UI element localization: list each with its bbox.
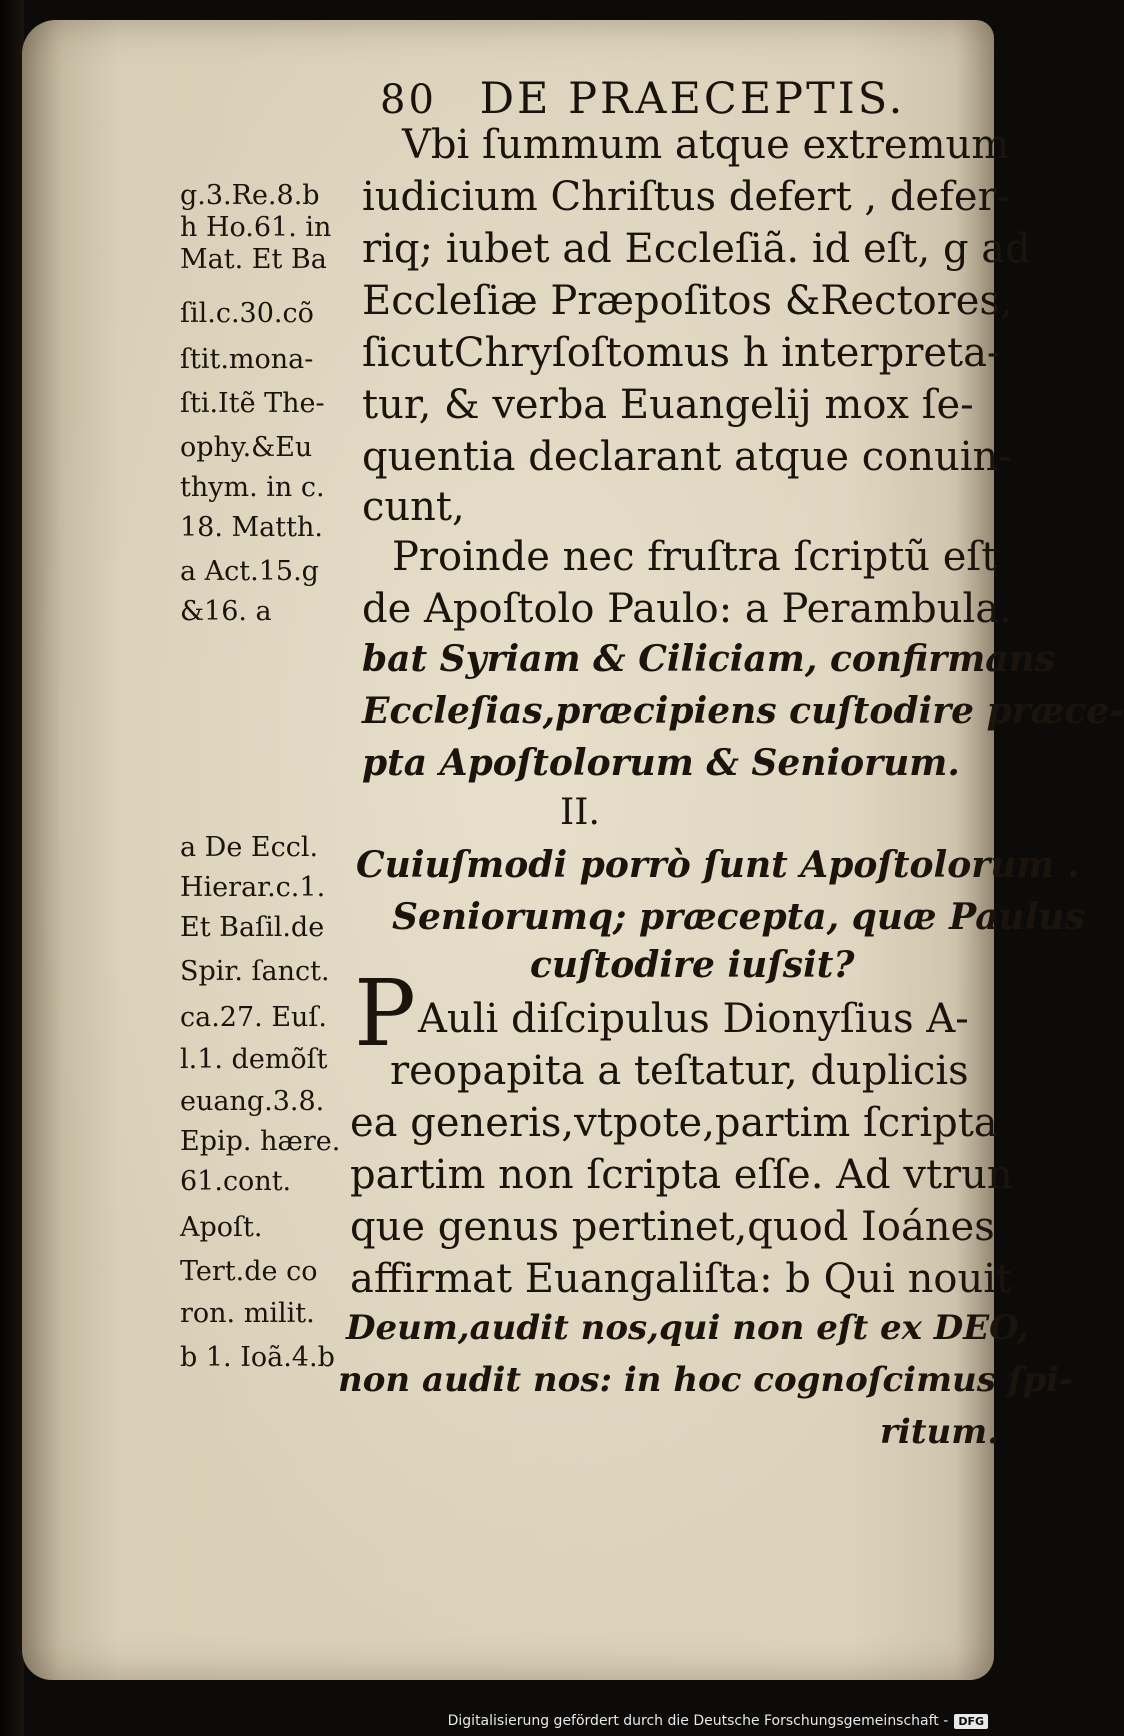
margin-note: b 1. Ioã.4.b xyxy=(180,1342,335,1373)
book-gutter xyxy=(0,0,24,1736)
question-line: Seniorumq; præcepta, quæ Paulus xyxy=(392,896,1085,938)
running-title: DE PRAECEPTIS. xyxy=(479,74,906,124)
body-line: Vbi ſummum atque extremum xyxy=(402,122,1010,168)
answer-line: ritum. xyxy=(880,1412,1000,1452)
margin-note: ophy.&Eu xyxy=(180,432,313,463)
margin-note: thym. in c. xyxy=(180,472,325,503)
body-line: ſicutChryſoſtomus h interpreta- xyxy=(362,330,1001,376)
margin-note: Epip. hære. xyxy=(180,1126,341,1157)
dfg-logo: DFG xyxy=(954,1714,988,1729)
answer-line: Auli diſcipulus Dionyſius A- xyxy=(418,996,969,1042)
answer-line: partim non ſcripta eſſe. Ad vtrun xyxy=(350,1152,1013,1198)
body-line: Eccleſiæ Præpoſitos &Rectores, xyxy=(362,278,1013,324)
margin-note: ſil.c.30.cõ xyxy=(180,298,314,329)
body-line: de Apoſtolo Paulo: a Perambula. xyxy=(362,586,1012,632)
answer-line: affirmat Euangaliſta: b Qui nouit xyxy=(350,1256,1013,1302)
margin-note: ſtit.mona- xyxy=(180,344,314,375)
answer-line: ea generis,vtpote,partim ſcripta xyxy=(350,1100,998,1146)
margin-note: Mat. Et Ba xyxy=(180,244,327,275)
answer-line: reopapita a teſtatur, duplicis xyxy=(390,1048,969,1094)
margin-note: Apoſt. xyxy=(180,1212,263,1243)
margin-note: a De Eccl. xyxy=(180,832,319,863)
question-line: Cuiuſmodi porrò ſunt Apoſtolorum . xyxy=(356,844,1080,886)
body-line: Proinde nec fruſtra ſcriptũ eſt xyxy=(392,534,998,580)
margin-note: ron. milit. xyxy=(180,1298,315,1329)
margin-note: Tert.de co xyxy=(180,1256,318,1287)
digitization-credit xyxy=(448,1710,988,1732)
body-line: tur, & verba Euangelij mox ſe- xyxy=(362,382,974,428)
margin-note: ca.27. Euſ. xyxy=(180,1002,327,1033)
body-line: cunt, xyxy=(362,484,465,530)
margin-note: g.3.Re.8.b xyxy=(180,180,320,211)
page-number: 80 xyxy=(380,77,437,123)
margin-note: &16. a xyxy=(180,596,272,627)
answer-line: que genus pertinet,quod Ioánes xyxy=(350,1204,995,1250)
answer-line: Deum,audit nos,qui non eſt ex DEO, xyxy=(346,1308,1029,1348)
margin-note: Spir. ſanct. xyxy=(180,956,330,987)
body-line: riq; iubet ad Eccleſiã. id eſt, g ad xyxy=(362,226,1031,272)
drop-cap: P xyxy=(354,960,416,1067)
margin-note: 18. Matth. xyxy=(180,512,323,543)
margin-note: Et Baſil.de xyxy=(180,912,325,943)
answer-line: non audit nos: in hoc cognoſcimus ſpi- xyxy=(338,1360,1074,1400)
body-line: pta Apoſtolorum & Seniorum. xyxy=(362,742,960,784)
margin-note: euang.3.8. xyxy=(180,1086,325,1117)
question-line: cuſtodire iuſsit? xyxy=(530,944,855,986)
margin-note: Hierar.c.1. xyxy=(180,872,326,903)
running-head xyxy=(380,74,905,124)
margin-note: 61.cont. xyxy=(180,1166,292,1197)
margin-note: ſti.Itẽ The- xyxy=(180,388,325,419)
credit-text: Digitalisierung gefördert durch die Deutsche Forschungsgemeinschaft - xyxy=(447,1713,949,1729)
body-line: Eccleſias,præcipiens cuſtodire præce- xyxy=(362,690,1124,732)
margin-note: h Ho.61. in xyxy=(180,212,332,243)
margin-note: a Act.15.g xyxy=(180,556,319,587)
section-number: II. xyxy=(560,792,600,833)
body-line: iudicium Chriſtus defert , defer- xyxy=(362,174,1011,220)
body-line: bat Syriam & Ciliciam, confirmans xyxy=(362,638,1056,680)
body-line: quentia declarant atque conuin- xyxy=(362,434,1012,480)
margin-note: l.1. demõſt xyxy=(180,1044,328,1075)
